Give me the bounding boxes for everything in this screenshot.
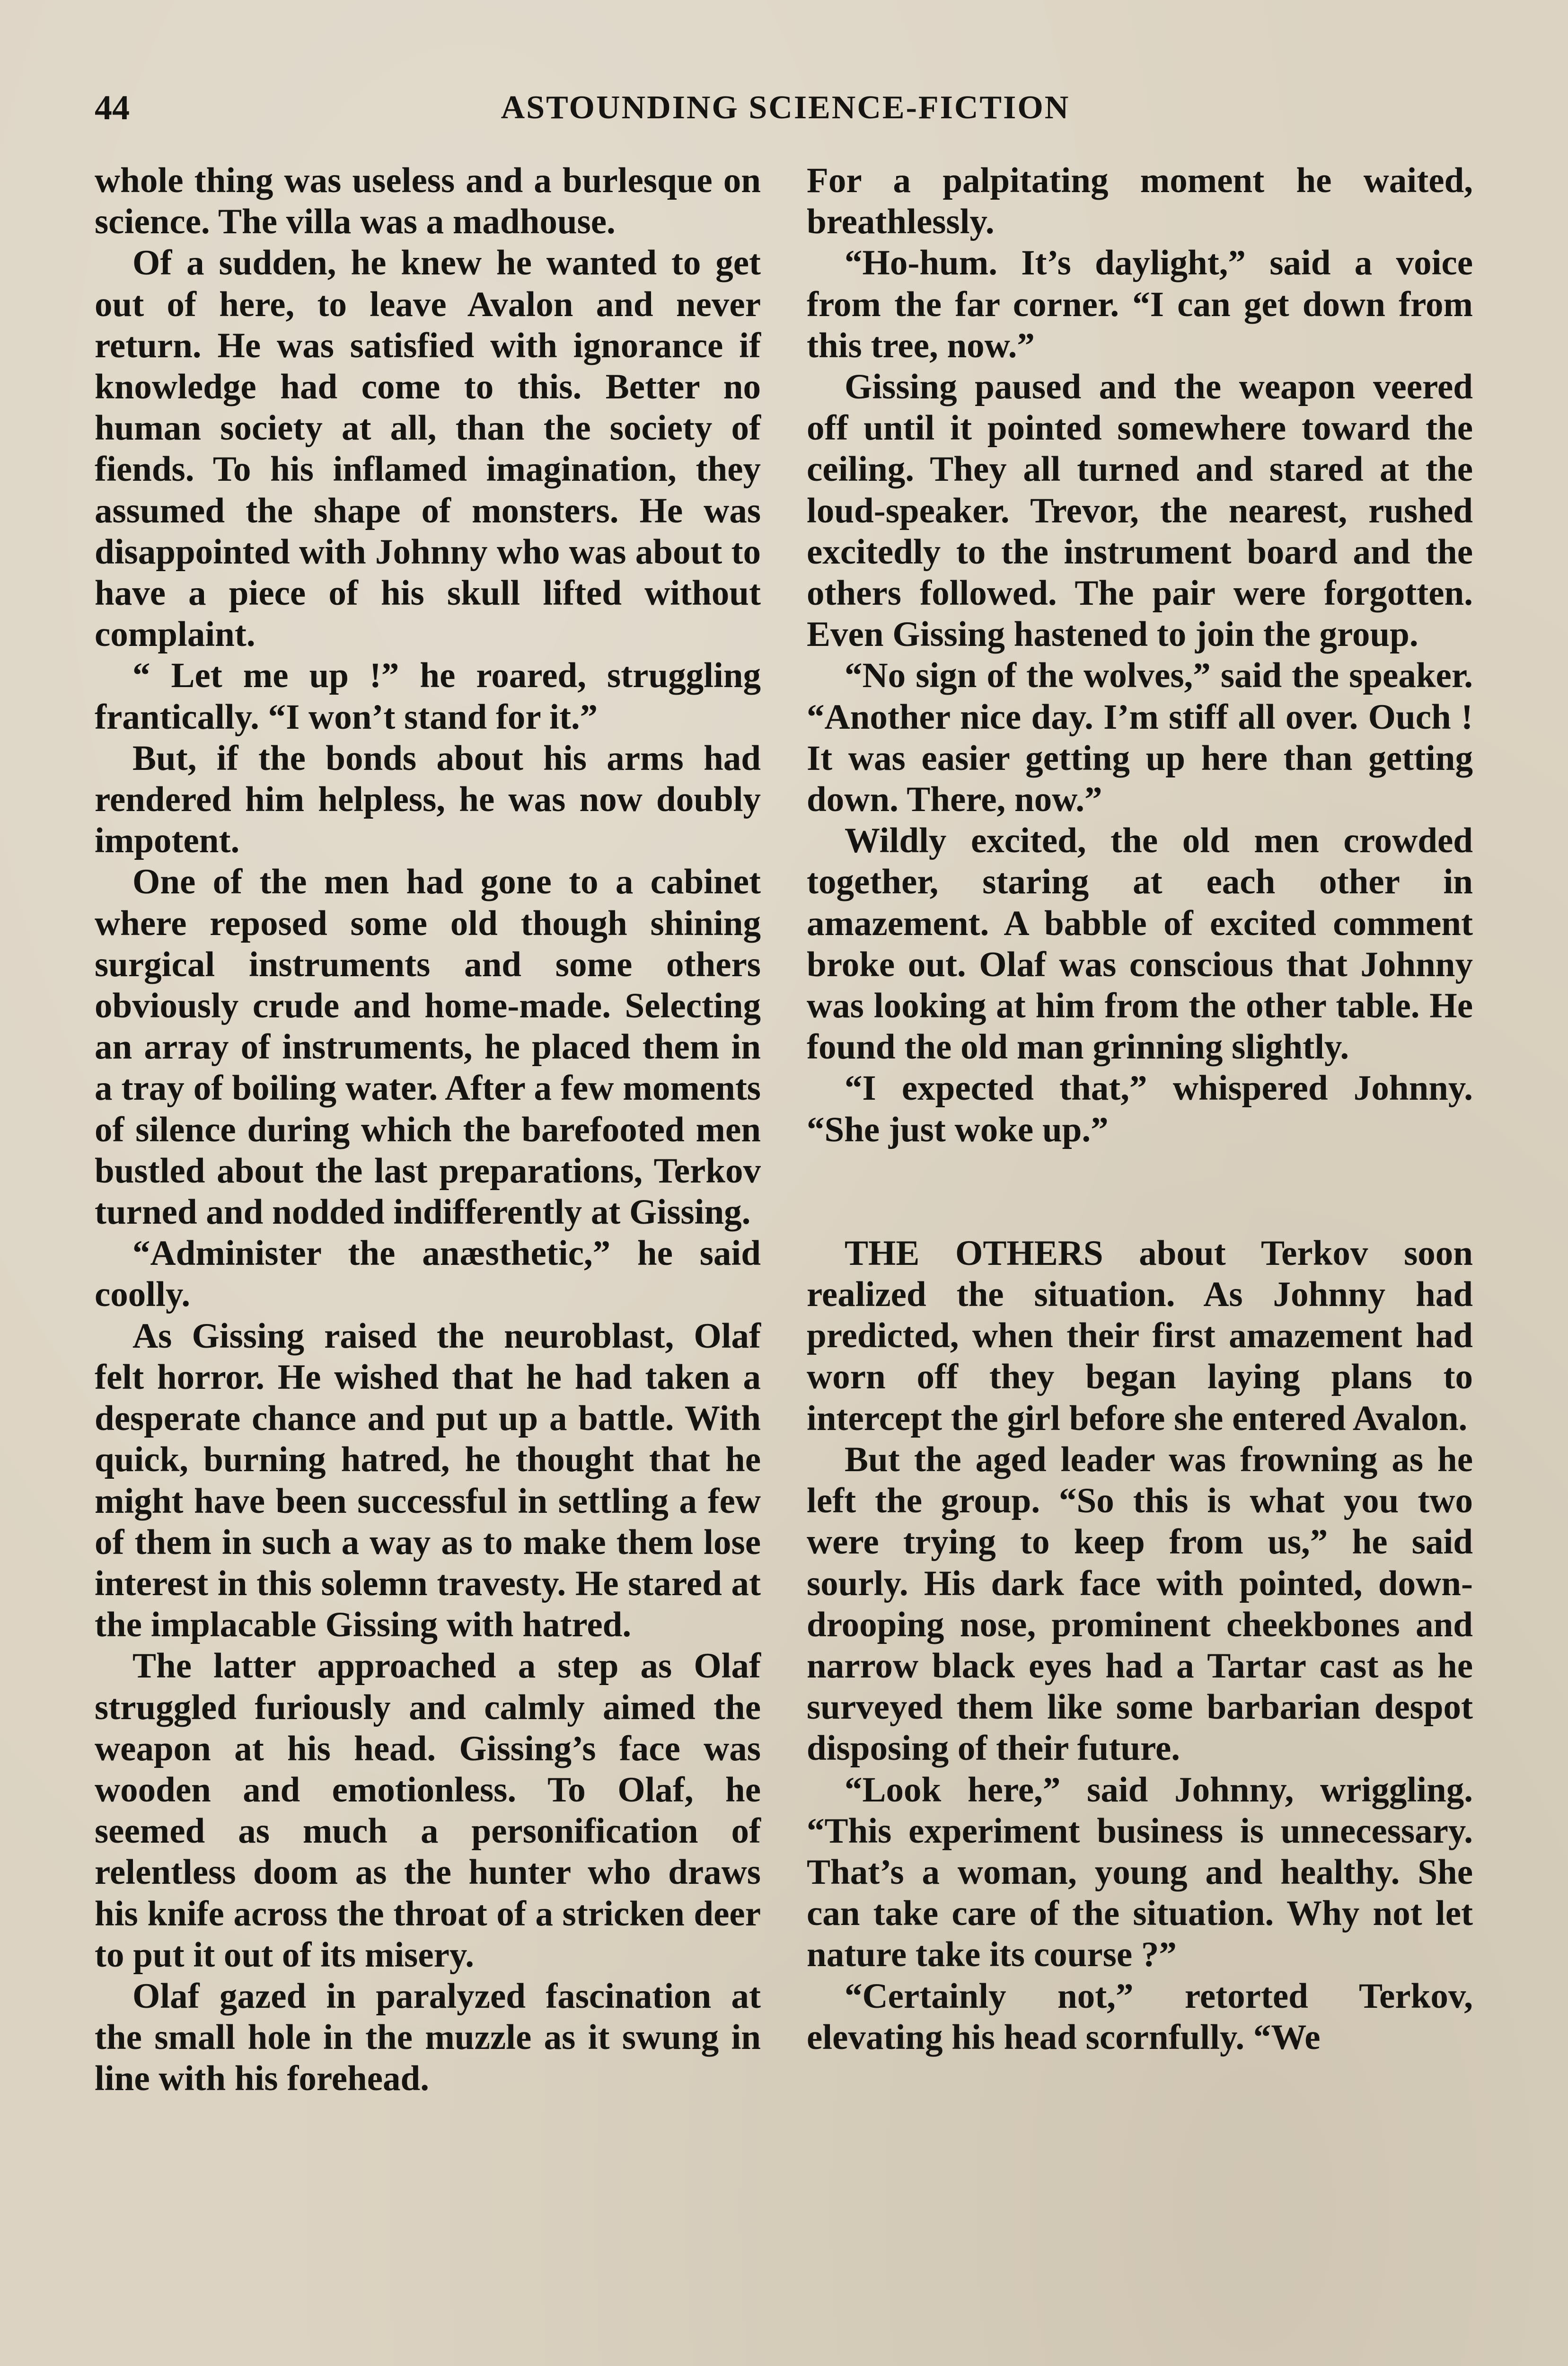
paragraph: “ Let me up !” he roared, struggling frantically. “I won’t stand for it.” [95,656,761,737]
paragraph: As Gissing raised the neuroblast, Olaf felt horror. He wished that he had taken a desperate chance and put up a battle. With quick, burning hatred, he thought that he might have been successful in settling a few of them in such a way as to make them lose interest in this solemn travesty. He stared at the implacable Gissing with hatred. [95,1316,761,1645]
paragraph: THE OTHERS about Terkov soon realized the situation. As Johnny had predicted, when their first amazement had worn off they began laying plans to intercept the girl before she entered Avalon. [807,1233,1473,1438]
paragraph: Gissing paused and the weapon veered off until it pointed somewhere toward the ceiling. They all turned and stared at the loud-speaker. Trevor, the nearest, rushed excitedly to the instrument board and the others followed. The pair were forgotten. Even Gissing hastened to join the group. [807,367,1473,654]
paragraph: “Ho-hum. It’s daylight,” said a voice from the far corner. “I can get down from this tree, now.” [807,243,1473,365]
running-title: ASTOUNDING SCIENCE-FICTION [501,89,1070,126]
paragraph: But the aged leader was frowning as he left the group. “So this is what you two were trying to keep from us,” he said sourly. His dark face with pointed, down-drooping nose, prominent cheekbones and narrow black eyes had a Tartar cast as he surveyed them like some barbarian despot disposing of their future. [807,1439,1473,1768]
paragraph: “Certainly not,” retorted Terkov, elevating his head scornfully. “We [807,1976,1473,2057]
paragraph: “Administer the anæsthetic,” he said coolly. [95,1234,761,1315]
paragraph: One of the men had gone to a cabinet where reposed some old though shining surgical instruments and some others obviously crude and home-made. Selecting an array of instruments, he placed them in a tray of boiling water. After a few moments of silence during which the barefooted men bustled about the last preparations, Terkov turned and nodded indifferently at Gissing. [95,862,761,1232]
paragraph: whole thing was useless and a burlesque on science. The villa was a madhouse. [95,161,761,242]
page-number: 44 [95,88,130,127]
paragraph: Of a sudden, he knew he wanted to get out of here, to leave Avalon and never return. He was satisfied with ignorance if knowledge had come to this. Better no human society at all, than the society of fiends. To his inflamed imagination, they assumed the shape of monsters. He was disappointed with Johnny who was about to have a piece of his skull lifted without complaint. [95,243,761,654]
paragraph: “I expected that,” whispered Johnny. “She just woke up.” [807,1068,1473,1149]
page-header [95,84,1476,132]
paragraph: Olaf gazed in paralyzed fascination at the small hole in the muzzle as it swung in line with his forehead. [95,1976,761,2099]
section-break [807,1150,1473,1233]
paragraph: But, if the bonds about his arms had rendered him helpless, he was now doubly impotent. [95,738,761,861]
paragraph: For a palpitating moment he waited, breathlessly. [807,161,1473,242]
paragraph: Wildly excited, the old men crowded together, staring at each other in amazement. A babble of excited comment broke out. Olaf was conscious that Johnny was looking at him from the other table. He found the old man grinning slightly. [807,821,1473,1067]
paragraph: The latter approached a step as Olaf struggled furiously and calmly aimed the weapon at his head. Gissing’s face was wooden and emotionless. To Olaf, he seemed as much a personification of relentless doom as the hunter who draws his knife across the throat of a stricken deer to put it out of its misery. [95,1646,761,1975]
paragraph: “No sign of the wolves,” said the speaker. “Another nice day. I’m stiff all over. Ouch ! It was easier getting up here than getting down. There, now.” [807,656,1473,820]
right-column [807,160,1473,2058]
paragraph: “Look here,” said Johnny, wriggling. “This experiment business is unnecessary. That’s a woman, young and healthy. She can take care of the situation. Why not let nature take its course ?” [807,1770,1473,1975]
left-column [95,160,761,2100]
